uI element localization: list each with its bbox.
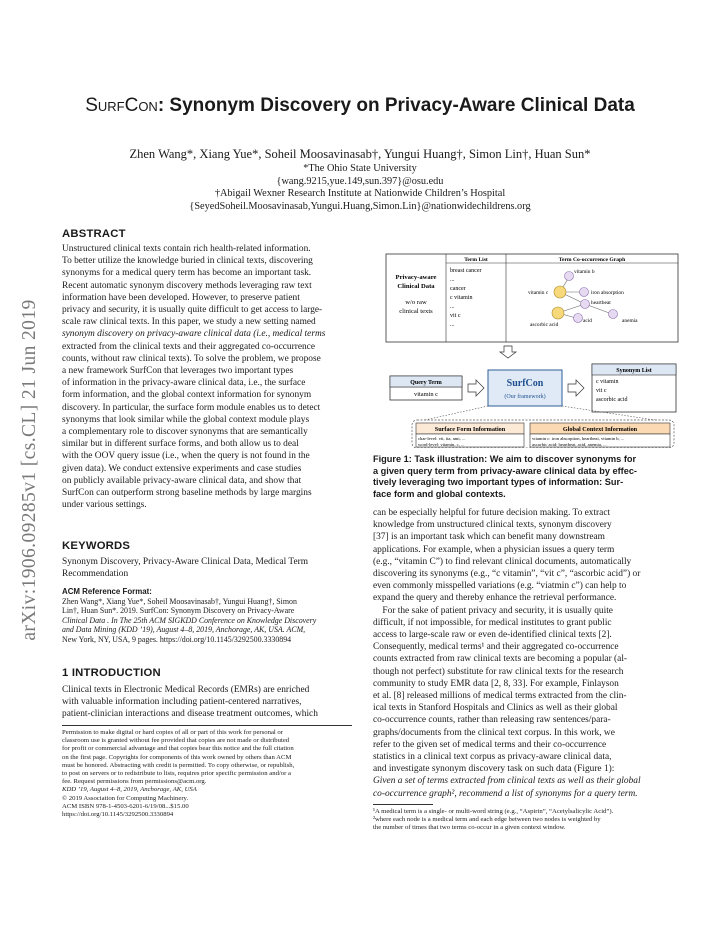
title-rest: : Synonym Discovery on Privacy-Aware Clinical Data <box>157 95 635 116</box>
footnote-rule <box>373 804 433 805</box>
intro-heading: 1 INTRODUCTION <box>62 667 161 679</box>
surface-form-line: char-level: vit, ita, ami, ... <box>418 436 466 441</box>
wo-raw-label: clinical texts <box>399 308 433 315</box>
body-line: access to large-scale raw or even de-identified clinical texts [2]. <box>373 630 612 641</box>
graph-node <box>580 288 589 297</box>
body-line: even commonly misspelled variations (e.g. “viatmin c”) can help to <box>373 581 627 592</box>
abstract-body <box>62 243 352 511</box>
body-line: difficult, if not impossible, for medical institutes to grant public <box>373 617 612 628</box>
abstract-line: information have been developed. However, to preserve patient <box>62 292 300 303</box>
privacy-label: Clinical Data <box>397 283 435 290</box>
down-arrow-icon <box>500 346 516 358</box>
body-line: though not perfect) substitute for raw clinical texts for the research <box>373 666 624 677</box>
graph-node <box>574 314 583 323</box>
abstract-heading: ABSTRACT <box>62 228 126 240</box>
surface-form-line: word-level: vitamin, c, ... <box>418 442 465 447</box>
synonym-item: ascorbic acid <box>596 397 628 403</box>
abstract-line: a complementary role to discover synonyms that are semantically <box>62 427 308 438</box>
affiliation-osu: *The Ohio State University <box>303 163 417 174</box>
global-context-header: Global Context Information <box>562 426 638 433</box>
abstract-line: synonyms for a medical query term has become an important task. <box>62 268 312 279</box>
email-nationwide: {SeyedSoheil.Moosavinasab,Yungui.Huang,Simon.Lin}@nationwidechildrens.org <box>189 200 531 212</box>
keywords-body <box>62 556 352 580</box>
body-line: counts extracted from raw clinical texts are becoming a popular (al- <box>373 654 628 665</box>
term-item: cancer <box>450 286 466 292</box>
body-line: co-occurrence graph², recommend a list of synonyms for a query term. <box>373 788 638 799</box>
abstract-line: To better utilize the knowledge buried in clinical texts, discovering <box>62 256 313 267</box>
permission-line: KDD ’19, August 4–8, 2019, Anchorage, AK, USA <box>62 786 197 794</box>
abstract-line: SurfCon can outperform strong baseline methods by large margins <box>62 488 312 499</box>
graph-node <box>581 300 590 309</box>
acm-reference-line: Lin†, Huan Sun*. 2019. SurfCon: Synonym Discovery on Privacy-Aware <box>62 606 295 616</box>
global-context-line: ascorbic acid: heartbeat, acid, anemia, ... <box>532 442 607 447</box>
acm-reference-heading: ACM Reference Format: <box>62 587 152 596</box>
acm-reference-line: and Data Mining (KDD ’19), August 4–8, 2019, Anchorage, AK, USA. ACM, <box>62 625 306 635</box>
permission-line: https://doi.org/10.1145/3292500.3330894 <box>62 811 174 819</box>
synonym-item: vit c <box>596 388 607 394</box>
arxiv-id: arXiv:1906.09285v1 [cs.CL] 21 Jun 2019 <box>19 299 40 641</box>
figure-1 <box>384 252 680 448</box>
intro-body <box>62 684 352 721</box>
permission-line: Permission to make digital or hard copies of all or part of this work for personal or <box>62 729 284 736</box>
caption-line: a given query term from privacy-aware clinical data by effec- <box>373 465 637 476</box>
permission-rule <box>62 725 352 726</box>
body-line: et al. [8] released millions of medical terms extracted from the clin- <box>373 691 627 702</box>
abstract-line: similar but in different surface forms, and both allow us to deal <box>62 439 299 450</box>
wo-raw-label: w/o raw <box>405 299 427 306</box>
graph-node <box>552 307 564 319</box>
privacy-label: Privacy-aware <box>395 274 437 281</box>
term-item: breast cancer <box>450 268 482 274</box>
caption-line: face form and global contexts. <box>373 488 506 499</box>
caption-line: tively leveraging two important types of information: Sur- <box>373 477 624 488</box>
body-line: applications. For example, when a physician issues a query term <box>373 544 615 555</box>
body-line: graphs/documents from the clinical text corpus. In this work, we <box>373 727 615 738</box>
synonym-list-header: Synonym List <box>616 368 652 374</box>
title-smallcaps: SurfCon <box>85 95 158 116</box>
abstract-line: with the OOV query issue (i.e., when the query is not found in the <box>62 451 310 462</box>
graph-header: Term Co-occurrence Graph <box>558 257 626 263</box>
abstract-line: synonym discovery on privacy-aware clinical data (i.e., medical terms <box>62 329 326 340</box>
email-osu: {wang.9215,yue.149,sun.397}@osu.edu <box>276 175 444 187</box>
keywords-heading: KEYWORDS <box>62 540 131 552</box>
body-line: discovering its synonyms (e.g., “c vitamin”, “vit c”, “ascorbic acid”) or <box>373 569 641 580</box>
term-item: vit c <box>450 313 461 319</box>
graph-node-label: ascorbic acid <box>530 322 559 328</box>
body-line: expand the query and thereby enhance the retrieval performance. <box>373 593 617 604</box>
abstract-line: counts, without raw clinical texts). To solve the problem, we propose <box>62 353 321 364</box>
acm-reference-line: Clinical Data . In The 25th ACM SIGKDD Conference on Knowledge Discovery <box>62 615 317 625</box>
figure-1-diagram <box>384 252 680 448</box>
abstract-line: form information, and the global context information for synonym <box>62 390 312 401</box>
acm-reference-line: Zhen Wang*, Xiang Yue*, Soheil Moosavinasab†, Yungui Huang†, Simon <box>62 596 297 606</box>
footnotes <box>373 808 667 833</box>
intro-line: with valuable information including patient-centered narratives, <box>62 697 302 708</box>
footnote-line: ¹A medical term is a single- or multi-word string (e.g., “Aspirin”, “Acetylsalicylic Acid”). <box>373 808 614 815</box>
permission-line: © 2019 Association for Computing Machinery. <box>62 794 189 802</box>
abstract-line: under various settings. <box>62 500 147 511</box>
abstract-line: Unstructured clinical texts contain rich health-related information. <box>62 244 311 254</box>
body-line: Consequently, medical terms¹ and their aggregated co-occurrence <box>373 642 619 653</box>
graph-node-label: vitamin b <box>574 269 595 275</box>
abstract-line: scale raw clinical texts. In this paper, we study a new setting named <box>62 317 316 328</box>
intro-body-continued <box>373 507 667 800</box>
model-name: SurfCon <box>506 378 544 389</box>
affiliation-nationwide: †Abigail Wexner Research Institute at Nationwide Children’s Hospital <box>214 188 506 199</box>
acm-reference <box>62 587 352 645</box>
graph-node-label: anemia <box>622 318 638 324</box>
model-subtitle: (Our framework) <box>504 394 546 400</box>
body-line: Given a set of terms extracted from clinical texts as well as their global <box>373 776 641 787</box>
caption-line: Figure 1: Task illustration: We aim to discover synonyms for <box>373 454 637 464</box>
keywords-line: Recommendation <box>62 569 129 580</box>
abstract-line: discovery. In particular, the surface form module enables us to detect <box>62 402 321 413</box>
graph-node <box>565 272 574 281</box>
acm-reference-line: New York, NY, USA, 9 pages. https://doi.org/10.1145/3292500.3330894 <box>62 634 292 644</box>
abstract-line: given data). We conduct extensive experiments and case studies <box>62 463 302 474</box>
affiliations <box>60 163 660 213</box>
global-context-line: vitamin c: iron absorption, heartbeat, vitamin b, ... <box>532 436 625 441</box>
permission-line: must be honored. Abstracting with credit is permitted. To copy otherwise, or republish, <box>62 761 295 769</box>
graph-node <box>609 310 618 319</box>
right-arrow-icon <box>468 380 484 396</box>
body-line: (e.g., “vitamin C”) to find relevant clinical documents, automatically <box>373 556 632 567</box>
abstract-line: synonyms that look similar while the global context module plays <box>62 414 310 425</box>
footnote-line: ²where each node is a medical term and each edge between two nodes is weighted by <box>373 816 601 824</box>
intro-line: Clinical texts in Electronic Medical Records (EMRs) are enriched <box>62 685 310 695</box>
body-line: community to study EMR data [2, 8, 33]. For example, Finlayson <box>373 678 619 689</box>
body-line: For the sake of patient privacy and security, it is usually quite <box>373 605 613 616</box>
paper-title <box>60 95 660 117</box>
body-line: refer to the given set of medical terms and their co-occurrence <box>373 739 607 750</box>
surface-form-header: Surface Form Information <box>434 426 506 433</box>
author-list: Zhen Wang*, Xiang Yue*, Soheil Moosavinasab†, Yungui Huang†, Simon Lin†, Huan Sun* <box>129 147 591 161</box>
permission-line: ACM ISBN 978-1-4503-6201-6/19/08...$15.00 <box>62 802 189 810</box>
figure-1-caption <box>373 454 667 500</box>
body-line: knowledge from unstructured clinical texts, synonym discovery <box>373 520 612 531</box>
body-line: ical texts in Stanford Hospitals and Clinics as well as their global <box>373 703 618 714</box>
abstract-line: extracted from the clinical texts and their aggregated co-occurrence <box>62 341 315 352</box>
body-line: co-occurrence counts, rather than releasing raw sentences/para- <box>373 715 611 726</box>
abstract-line: privacy and security, it is usually quite difficult to get access to large- <box>62 305 323 316</box>
body-line: and investigate synonym discovery task on such data (Figure 1): <box>373 764 615 775</box>
query-term-header: Query Term <box>410 380 442 386</box>
query-term-value: vitamin c <box>414 391 438 398</box>
graph-node-label: acid <box>583 318 592 324</box>
permission-block <box>62 729 352 819</box>
graph-node-label: iron absorption <box>591 290 624 296</box>
right-arrow-icon <box>568 380 584 396</box>
graph-node-label: heartbeat <box>591 300 611 306</box>
term-item: c vitamin <box>450 295 473 301</box>
intro-line: patient-clinician interactions and disease treatment outcomes, which <box>62 709 318 720</box>
abstract-line: of information in the privacy-aware clinical data, i.e., the surface <box>62 378 306 389</box>
synonym-item: c vitamin <box>596 379 619 385</box>
term-item: ... <box>450 322 455 328</box>
permission-line: fee. Request permissions from permissions@acm.org. <box>62 778 207 786</box>
term-item: ... <box>450 277 455 283</box>
term-list-header: Term List <box>464 257 488 263</box>
permission-line: on the first page. Copyrights for components of this work owned by others than ACM <box>62 753 292 761</box>
permission-line: for profit or commercial advantage and that copies bear this notice and the full citation <box>62 745 294 753</box>
permission-line: classroom use is granted without fee provided that copies are not made or distributed <box>62 737 290 745</box>
graph-node-label: vitamin c <box>528 290 549 296</box>
body-line: [37] is an important task which can benefit many downstream <box>373 532 605 543</box>
term-item: ... <box>450 304 455 310</box>
body-line: can be especially helpful for future decision making. To extract <box>373 508 611 518</box>
abstract-line: a new framework SurfCon that leverages two important types <box>62 366 294 377</box>
body-line: statistics in a clinical text corpus as privacy-aware clinical data, <box>373 752 612 763</box>
graph-node <box>554 286 566 298</box>
abstract-line: on publicly available privacy-aware clinical data, and show that <box>62 475 302 486</box>
abstract-line: Recent automatic synonym discovery methods leveraging raw text <box>62 280 312 291</box>
arxiv-stamp <box>10 250 50 690</box>
keywords-line: Synonym Discovery, Privacy-Aware Clinical Data, Medical Term <box>62 557 309 567</box>
privacy-data-panel <box>386 254 678 342</box>
footnote-line: the number of times that two terms co-occur in a given context window. <box>373 824 566 832</box>
permission-line: to post on servers or to redistribute to lists, requires prior specific permission and/or a <box>62 770 291 778</box>
